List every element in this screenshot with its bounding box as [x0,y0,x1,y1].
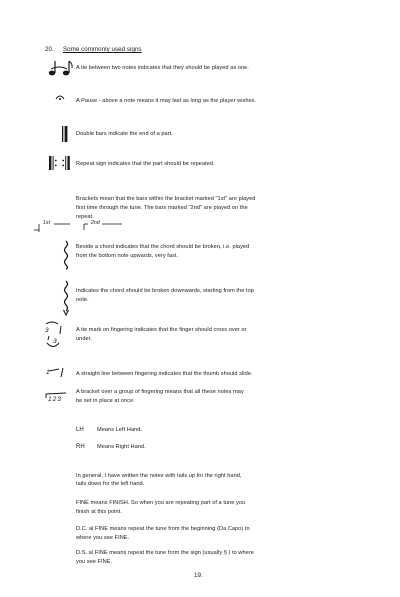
brackets-text-line-1: Brackets mean that the bars within the bracket marked "1st" are played [76,196,256,202]
pause-icon [55,94,65,101]
finger-bracket-line-1: A bracket over a group of fingering means that all these notes may [76,389,244,395]
finger-tie-glyph-bottom: 3 [53,338,57,345]
finger-tie-line-2: under. [76,336,92,342]
tie-text: A tie between two notes indicates that they should be played as one. [76,65,249,71]
arpeggio-up-icon [62,240,70,270]
page-number: 19. [194,572,203,579]
broken-chord-down-line-1: Indicates the chord should be broken downwards, starting from the top [76,288,254,294]
rh-text: Means Right Hand. [97,444,146,450]
volta-second-label: 2nd [91,220,100,226]
section-title: Some commonly used signs [63,46,142,53]
lh-text: Means Left Hand. [97,427,142,433]
finger-slide-glyph: 1 [46,369,50,376]
finger-tie-line-1: A tie mark on fingering indicates that the finger should cross over or [76,327,247,333]
pause-text: A Pause - above a note means it may last as long as the player wishes. [76,98,257,104]
finger-tie-glyph-top: 3 [45,327,49,334]
arpeggio-down-icon [62,280,70,316]
brackets-text-line-3: repeat. [76,214,94,220]
double-bar-icon [62,126,68,142]
brackets-text-line-2: first time through the tune. The bars marked "2nd" are played on the [76,205,248,211]
note-fine-line-2: finish at this point. [76,509,122,515]
repeat-text: Repeat sign indicates that the part should be repeated. [76,161,215,167]
lh-abbr: LH [76,427,84,433]
section-number: 20. [45,46,54,53]
finger-slide-text: A straight line between fingering indicates that the thumb should slide. [76,371,253,377]
broken-chord-up-line-1: Beside a chord indicates that the chord should be broken, i.e. played [76,244,250,250]
note-dc-line-1: D.C. al FINE means repeat the tune from the beginning (Da Capo) to [76,526,250,532]
double-bars-text: Double bars indicate the end of a part. [76,131,173,137]
finger-bracket-glyph: 123 [48,396,62,403]
finger-bracket-line-2: be set in place at once. [76,398,135,404]
tie-symbol-icon [45,60,75,78]
rh-abbr: RH [76,444,85,450]
volta-first-label: 1st [43,220,51,226]
repeat-sign-icon [49,156,71,170]
note-ds-line-1: D.S. al FINE means repeat the tune from the sign (usually § ) to where [76,550,254,556]
broken-chord-up-line-2: from the bottom note upwards, very fast. [76,253,179,259]
note-fine-line-1: FINE means FINISH. So when you are repeating part of a tune you [76,500,246,506]
note-tails-line-2: tails down for the left hand. [76,481,145,487]
broken-chord-down-line-2: note. [76,297,89,303]
note-ds-line-2: you see FINE. [76,559,113,565]
note-dc-line-2: where you see FINE. [76,535,130,541]
note-tails-line-1: In general, I have written the notes with tails up for the right hand, [76,473,242,479]
